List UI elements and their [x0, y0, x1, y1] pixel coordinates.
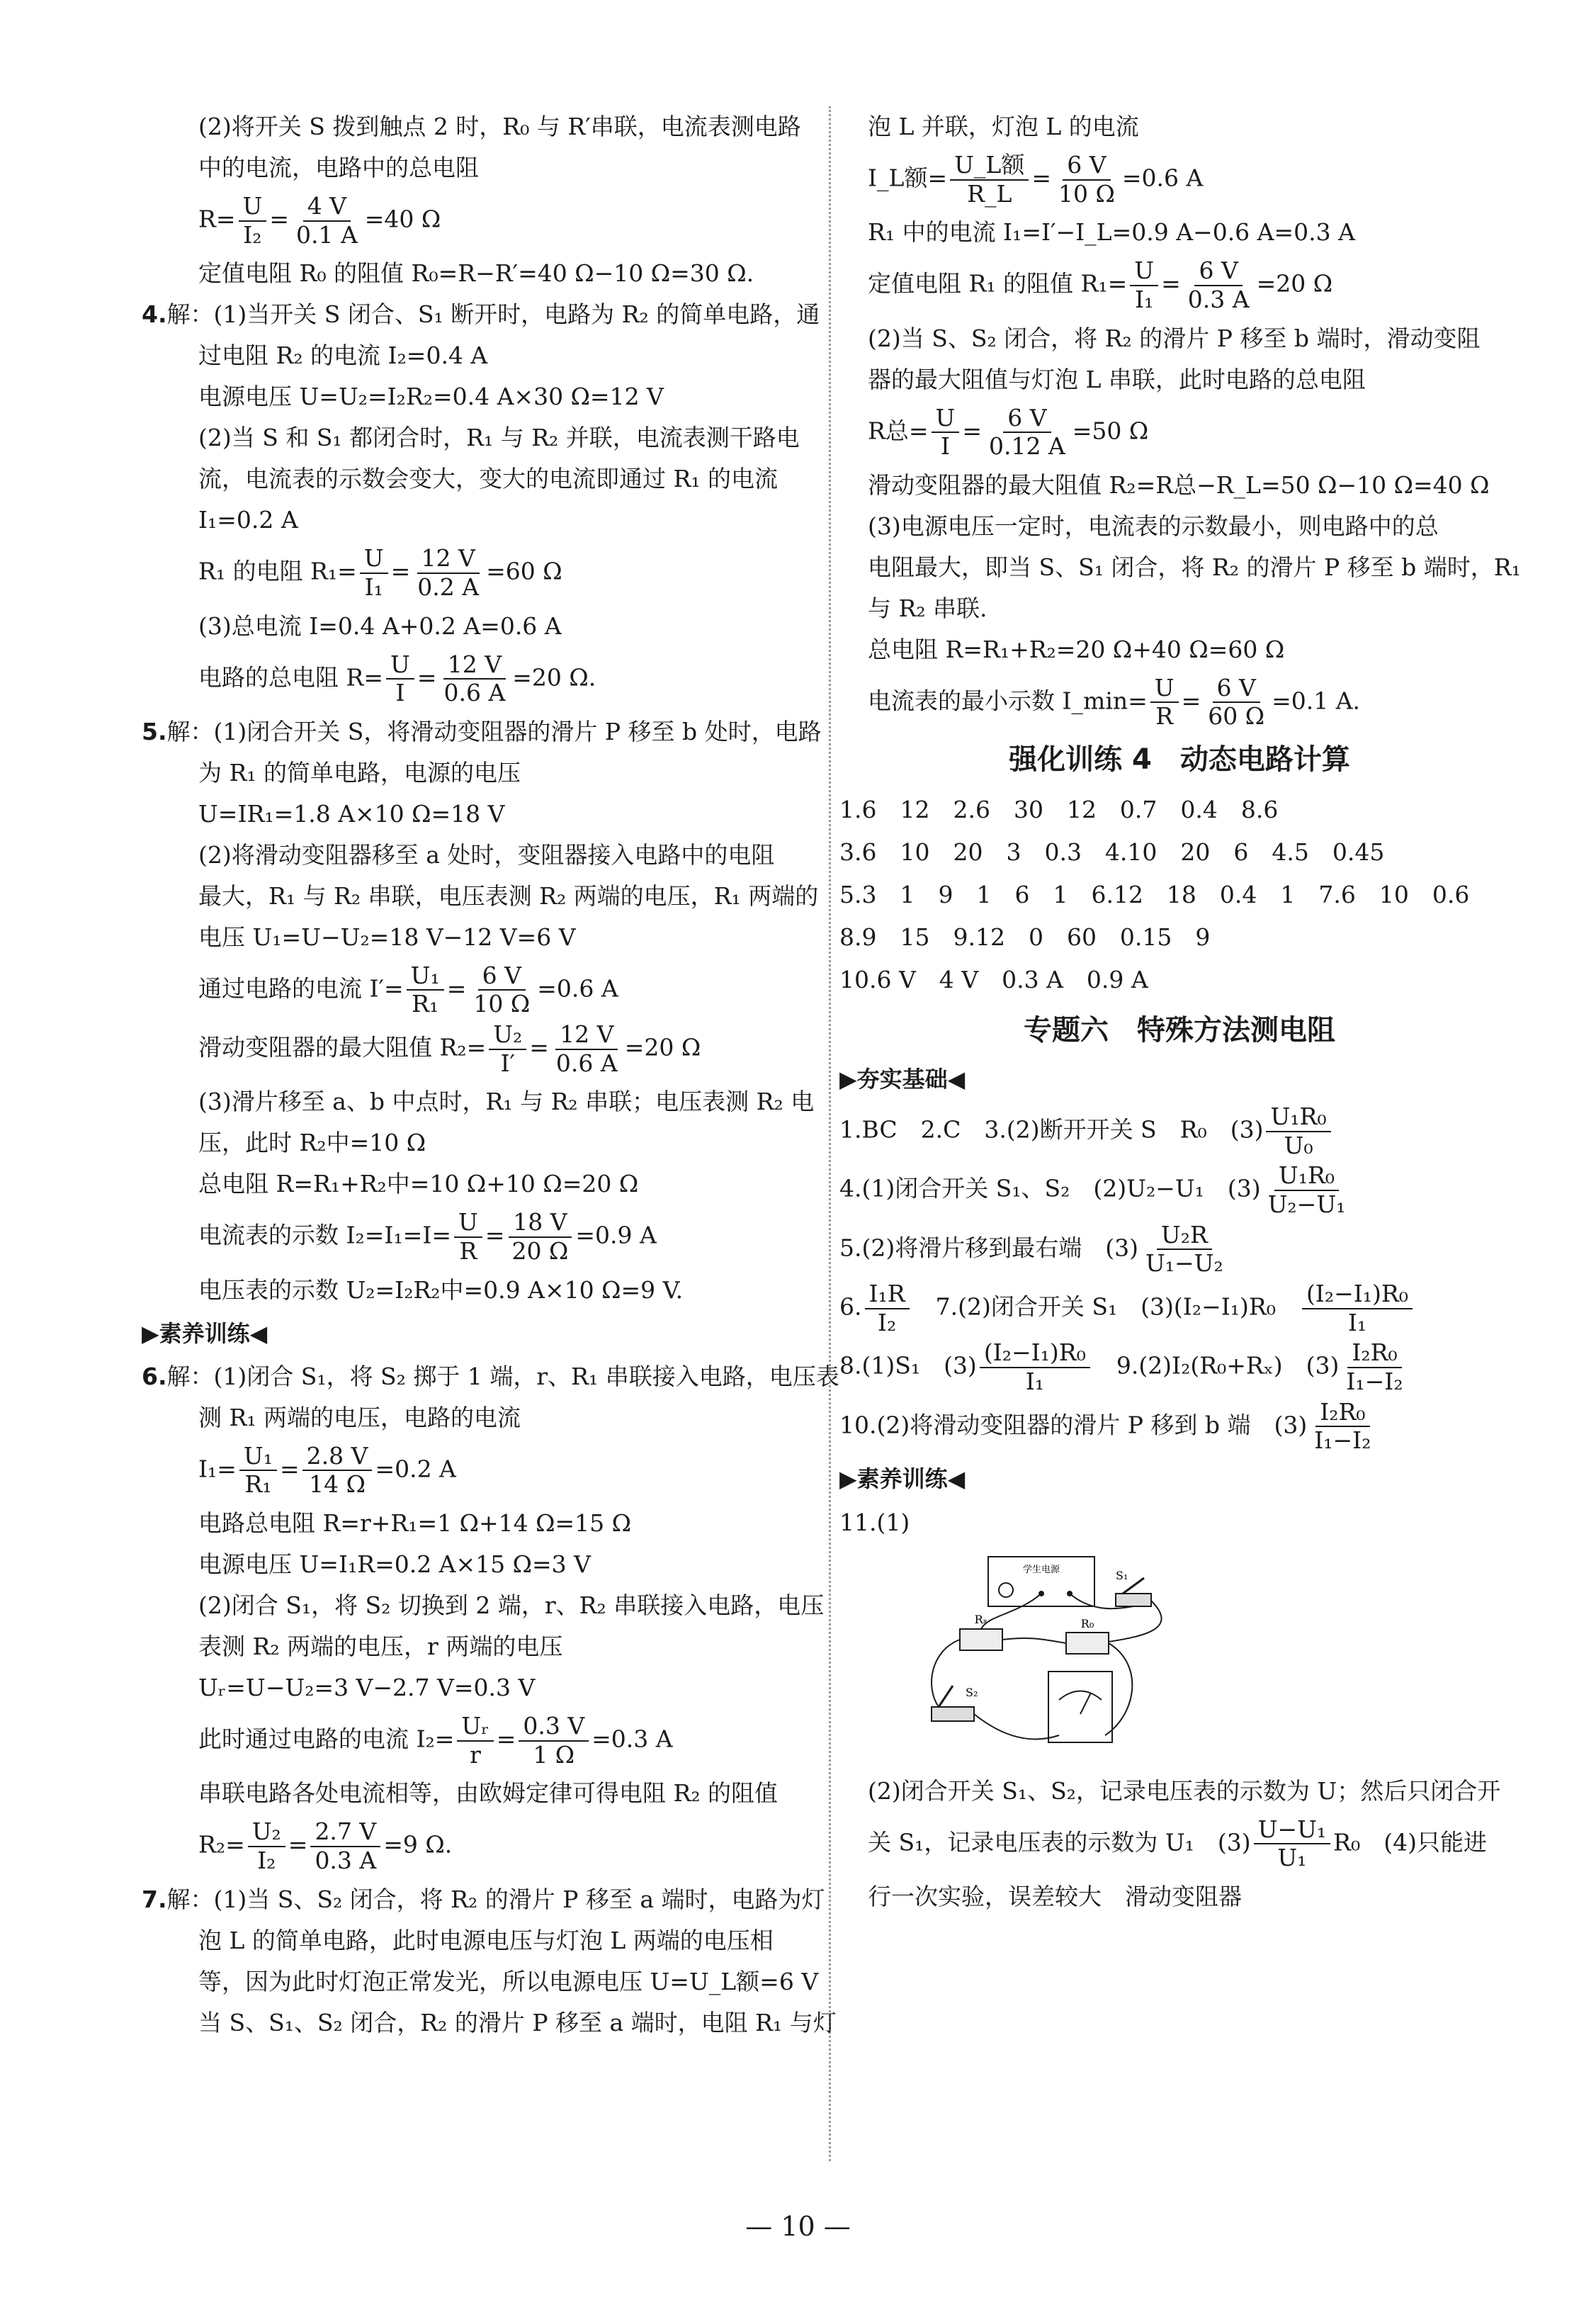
- section-heading: ▶素养训练◀: [142, 1319, 268, 1347]
- answer-line: 4.(1)闭合开关 S₁、S₂ (2)U₂−U₁ (3) $\frac{\text{U₁R₀}}{\text{U₂−U₁}}$: [839, 1161, 1346, 1219]
- subsection-heading: ▶夯实基础◀: [839, 1066, 966, 1093]
- text-line: 当 S、S₁、S₂ 闭合，R₂ 的滑片 P 移至 a 端时，电阻 R₁ 与灯: [198, 2008, 837, 2036]
- question-7: 7.解：(1)当 S、S₂ 闭合，将 R₂ 的滑片 P 移至 a 端时，电路为灯: [142, 1885, 825, 1913]
- text-line: (2)闭合开关 S₁、S₂，记录电压表的示数为 U；然后只闭合开: [868, 1776, 1501, 1805]
- text-line: 泡 L 的简单电路，此时电源电压与灯泡 L 两端的电压相: [198, 1926, 774, 1954]
- text-line: 与 R₂ 串联.: [868, 594, 987, 622]
- text-line: 串联电路各处电流相等，由欧姆定律可得电阻 R₂ 的阻值: [198, 1779, 779, 1808]
- right-column: [839, 106, 1519, 1917]
- resistor-rx: [960, 1629, 1002, 1650]
- text-line: 器的最大阻值与灯泡 L 串联，此时电路的总电阻: [868, 365, 1366, 393]
- section-title-dynamic-circuit: 强化训练 4 动态电路计算: [1009, 743, 1350, 777]
- equation: 电流表的最小示数 I_min= $\frac{U}{R}$ = $\frac{6 V}{60 \Omega}$ =0.1 A.: [868, 673, 1361, 731]
- text-line: 最大，R₁ 与 R₂ 串联，电压表测 R₂ 两端的电压，R₁ 两端的: [198, 881, 819, 910]
- circuit-diagram: [910, 1551, 1208, 1764]
- question-5: 5.解：(1)闭合开关 S，将滑动变阻器的滑片 P 移至 b 处时，电路: [142, 717, 822, 745]
- answer-line: 3.6 10 20 3 0.3 4.10 20 6 4.5 0.45: [839, 838, 1385, 867]
- equation: R= $\frac{U}{\text{I₂}}$ = $\frac{4 V}{0.1 A}$ =40 Ω: [198, 192, 441, 249]
- equation: I₁= $\frac{\text{U₁}}{\text{R₁}}$ = $\frac{2.8 V}{14 \Omega}$ =0.2 A: [198, 1441, 456, 1499]
- text-line: R₁ 中的电流 I₁=I′−I_L=0.9 A−0.6 A=0.3 A: [868, 218, 1355, 247]
- left-column: [142, 106, 839, 2044]
- text-line: 电阻最大，即当 S、S₁ 闭合，将 R₂ 的滑片 P 移至 b 端时，R₁: [868, 553, 1521, 581]
- equation: 此时通过电路的电流 I₂= $\frac{\text{Uᵣ}}{r}$ = $\frac{0.3 V}{1 \Omega}$ =0.3 A: [198, 1711, 673, 1769]
- power-supply-label: 学生电源: [1022, 1564, 1060, 1575]
- text-line: 为 R₁ 的简单电路，电源的电压: [198, 758, 521, 787]
- text-line: (2)闭合 S₁，将 S₂ 切换到 2 端，r、R₂ 串联接入电路，电压: [198, 1591, 825, 1619]
- text-line: 行一次实验，误差较大 滑动变阻器: [868, 1883, 1242, 1911]
- section-title-special-resistance: 专题六 特殊方法测电阻: [1024, 1014, 1335, 1047]
- text-line: (3)电源电压一定时，电流表的示数最小，则电路中的总: [868, 512, 1439, 540]
- text-line: (3)滑片移至 a、b 中点时，R₁ 与 R₂ 串联；电压表测 R₂ 电: [198, 1088, 815, 1116]
- text-line: 总电阻 R=R₁+R₂中=10 Ω+10 Ω=20 Ω: [198, 1170, 639, 1198]
- answer-line: 5.3 1 9 1 6 1 6.12 18 0.4 1 7.6 10 0.6: [839, 881, 1470, 909]
- text-line: 测 R₁ 两端的电压，电路的电流: [198, 1403, 521, 1431]
- text-line: (2)将开关 S 拨到触点 2 时，R₀ 与 R′串联，电流表测电路: [198, 113, 801, 140]
- text-line: 电路总电阻 R=r+R₁=1 Ω+14 Ω=15 Ω: [198, 1509, 631, 1537]
- text-line: I₁=0.2 A: [198, 506, 298, 534]
- answer-line: 8.(1)S₁ (3) $\frac{\text{(I₂−I₁)R₀}}{\text{I₁}}$ 9.(2)I₂(R₀+Rₓ) (3) $\frac{\text{I₂R₀}}{\text{I₁−I₂}}$: [839, 1338, 1403, 1395]
- equation: R₁ 的电阻 R₁= $\frac{U}{\text{I₁}}$ = $\frac{12 V}{0.2 A}$ =60 Ω: [198, 544, 562, 601]
- equation: 定值电阻 R₁ 的阻值 R₁= $\frac{U}{\text{I₁}}$ = $\frac{6 V}{0.3 A}$ =20 Ω: [868, 257, 1333, 313]
- text-line: 总电阻 R=R₁+R₂=20 Ω+40 Ω=60 Ω: [868, 635, 1285, 663]
- question-6: 6.解：(1)闭合 S₁，将 S₂ 掷于 1 端，r、R₁ 串联接入电路，电压表: [142, 1362, 839, 1390]
- resistor-r0: [1066, 1633, 1109, 1654]
- s1-label: S₁: [1116, 1568, 1128, 1582]
- equation: 电路的总电阻 R= $\frac{U}{I}$ = $\frac{12 V}{0.6 A}$ =20 Ω.: [198, 650, 596, 707]
- text-line: 泡 L 并联，灯泡 L 的电流: [868, 113, 1139, 140]
- r0-label: R₀: [1080, 1616, 1094, 1630]
- text-line: 电源电压 U=I₁R=0.2 A×15 Ω=3 V: [198, 1550, 591, 1578]
- text-line: Uᵣ=U−U₂=3 V−2.7 V=0.3 V: [198, 1673, 536, 1701]
- answer-line: 5.(2)将滑片移到最右端 (3) $\frac{\text{U₂R}}{\text{U₁−U₂}}$: [839, 1220, 1223, 1278]
- text-line: 电压表的示数 U₂=I₂R₂中=0.9 A×10 Ω=9 V.: [198, 1275, 684, 1304]
- text-line: 电压 U₁=U−U₂=18 V−12 V=6 V: [198, 923, 576, 951]
- answer-line: 10.6 V 4 V 0.3 A 0.9 A: [839, 966, 1148, 994]
- switch-s1: [1116, 1594, 1151, 1606]
- equation: R₂= $\frac{\text{U₂}}{\text{I₂}}$ = $\frac{2.7 V}{0.3 A}$ =9 Ω.: [198, 1817, 453, 1874]
- answer-line: 1.6 12 2.6 30 12 0.7 0.4 8.6: [839, 796, 1279, 824]
- column-divider: [829, 106, 831, 2161]
- equation: 滑动变阻器的最大阻值 R₂= $\frac{\text{U₂}}{I'}$ = $\frac{12 V}{0.6 A}$ =20 Ω: [198, 1020, 701, 1077]
- answer-line: 6. $\frac{\text{I₁R}}{\text{I₂}}$ 7.(2)闭合开关 S₁ (3)(I₂−I₁)R₀ $\frac{\text{(I₂−I₁)R₀}}{\text{I₁}}$: [839, 1282, 1519, 1335]
- text-line: (2)将滑动变阻器移至 a 处时，变阻器接入电路中的电阻: [198, 840, 775, 869]
- equation: R总= $\frac{U}{I}$ = $\frac{6 V}{0.12 A}$ =50 Ω: [868, 403, 1149, 461]
- subsection-heading: ▶素养训练◀: [839, 1465, 966, 1492]
- text-line: (3)总电流 I=0.4 A+0.2 A=0.6 A: [198, 612, 562, 640]
- text-line: 电源电压 U=U₂=I₂R₂=0.4 A×30 Ω=12 V: [198, 383, 664, 411]
- text-line: 表测 R₂ 两端的电压，r 两端的电压: [198, 1632, 563, 1660]
- text-line: 过电阻 R₂ 的电流 I₂=0.4 A: [198, 342, 488, 370]
- answer-line: 1.BC 2.C 3.(2)断开开关 S R₀ (3) $\frac{\text{U₁R₀}}{\text{U₀}}$: [839, 1105, 1519, 1158]
- text-line: U=IR₁=1.8 A×10 Ω=18 V: [198, 799, 505, 828]
- switch-s2: [932, 1707, 974, 1721]
- text-line: 定值电阻 R₀ 的阻值 R₀=R−R′=40 Ω−10 Ω=30 Ω.: [198, 259, 754, 288]
- answer-line: 关 S₁，记录电压表的示数为 U₁ (3) $\frac{\text{U−U₁}}{\text{U₁}}$ R₀ (4)只能进: [868, 1815, 1487, 1872]
- answer-line: 11.(1): [839, 1508, 910, 1536]
- text-line: 压，此时 R₂中=10 Ω: [198, 1129, 426, 1157]
- question-4: 4.解：(1)当开关 S 闭合、S₁ 断开时，电路为 R₂ 的简单电路，通: [142, 300, 820, 329]
- text-line: 中的电流，电路中的总电阻: [198, 154, 479, 181]
- answer-line: 8.9 15 9.12 0 60 0.15 9: [839, 923, 1211, 952]
- page-number: — 10 —: [745, 2211, 851, 2242]
- equation: I_L额= $\frac{\text{U\_L额}}{R\_L}$ = $\frac{6 V}{10 \Omega}$ =0.6 A: [868, 151, 1204, 208]
- text-line: (2)当 S、S₂ 闭合，将 R₂ 的滑片 P 移至 b 端时，滑动变阻: [868, 324, 1481, 352]
- answer-line: 10.(2)将滑动变阻器的滑片 P 移到 b 端 (3) $\frac{\text{I₂R₀}}{\text{I₁−I₂}}$: [839, 1397, 1371, 1455]
- s2-label: S₂: [966, 1685, 978, 1699]
- equation: 电流表的示数 I₂=I₁=I= $\frac{U}{R}$ = $\frac{18 V}{20 \Omega}$ =0.9 A: [198, 1208, 657, 1266]
- text-line: 等，因为此时灯泡正常发光，所以电源电压 U=U_L额=6 V: [198, 1967, 819, 1995]
- text-line: 滑动变阻器的最大阻值 R₂=R总−R_L=50 Ω−10 Ω=40 Ω: [868, 470, 1490, 499]
- voltmeter: [1048, 1672, 1112, 1742]
- text-line: 流，电流表的示数会变大，变大的电流即通过 R₁ 的电流: [198, 465, 779, 493]
- equation: 通过电路的电流 I′= $\frac{\text{U₁}}{\text{R₁}}$ = $\frac{6 V}{10 \Omega}$ =0.6 A: [198, 961, 618, 1018]
- rx-label: Rₓ: [974, 1612, 988, 1626]
- text-line: (2)当 S 和 S₁ 都闭合时，R₁ 与 R₂ 并联，电流表测干路电: [198, 424, 800, 452]
